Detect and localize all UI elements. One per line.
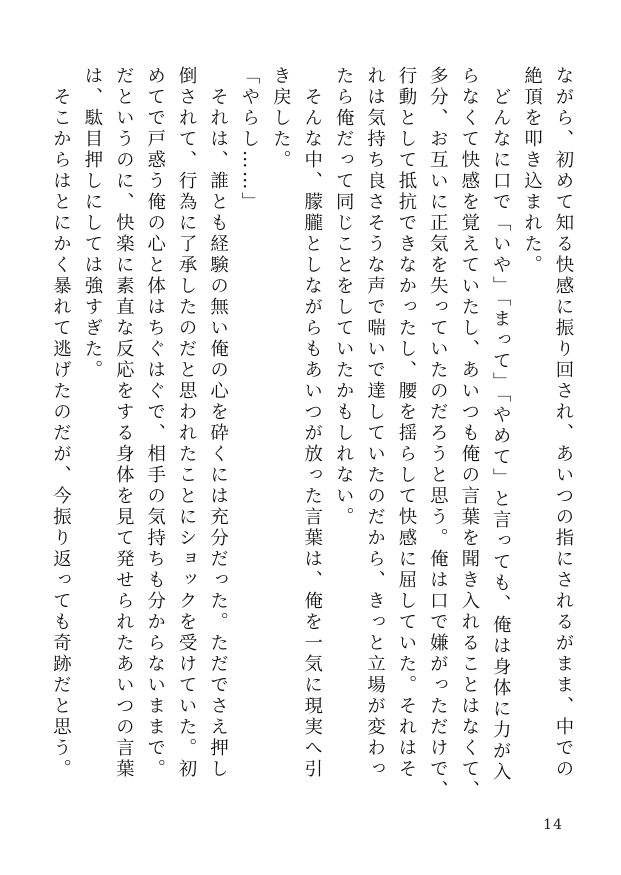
text-line: だというのに、快楽に素直な反応をする身体を見て発せられたあいつの言葉 — [113, 66, 135, 780]
page-number: 14 — [543, 817, 563, 833]
text-line: らなくて快感を覚えていたし、あいつも俺の言葉を聞き入れることはなくて、 — [458, 66, 480, 801]
text-line: そんな中、朦朧としながらもあいつが放った言葉は、俺を一気に現実へ引 — [301, 66, 323, 780]
text-line: 「やらし……」 — [238, 66, 260, 213]
text-line: き戻した。 — [270, 66, 292, 171]
text-line: 行動として抵抗できなかったし、腰を揺らして快感に屈していた。それはそ — [395, 66, 417, 780]
text-line: たら俺だって同じことをしていたかもしれない。 — [333, 66, 355, 528]
vertical-text-body — [45, 66, 579, 801]
text-line: 多分、お互いに正気を失っていたのだろうと思う。俺は口で嫌がっただけで、 — [427, 66, 449, 801]
text-line: どんなに口で「いや」「まって」「やめて」と言っても、俺は身体に力が入 — [490, 66, 512, 783]
text-line: めてで戸惑う俺の心と体はちぐはぐで、相手の気持ちも分からないままで。 — [144, 66, 166, 780]
text-line: そこからはとにかく暴れて逃げたのだが、今振り返っても奇跡だと思う。 — [50, 66, 72, 780]
text-line: それは、誰とも経験の無い俺の心を砕くには充分だった。ただでさえ押し — [207, 66, 229, 780]
text-line: ながら、初めて知る快感に振り回され、あいつの指にされるがまま、中での — [553, 66, 574, 780]
text-line: 倒されて、行為に了承したのだと思われたことにショックを受けていた。初 — [176, 66, 198, 780]
text-line: 絶頂を叩き込まれた。 — [521, 66, 543, 276]
text-line: れは気持ち良さそうな声で喘いで達していたのだから、きっと立場が変わっ — [364, 66, 386, 780]
text-line: は、駄目押しにしては強すぎた。 — [81, 66, 103, 381]
